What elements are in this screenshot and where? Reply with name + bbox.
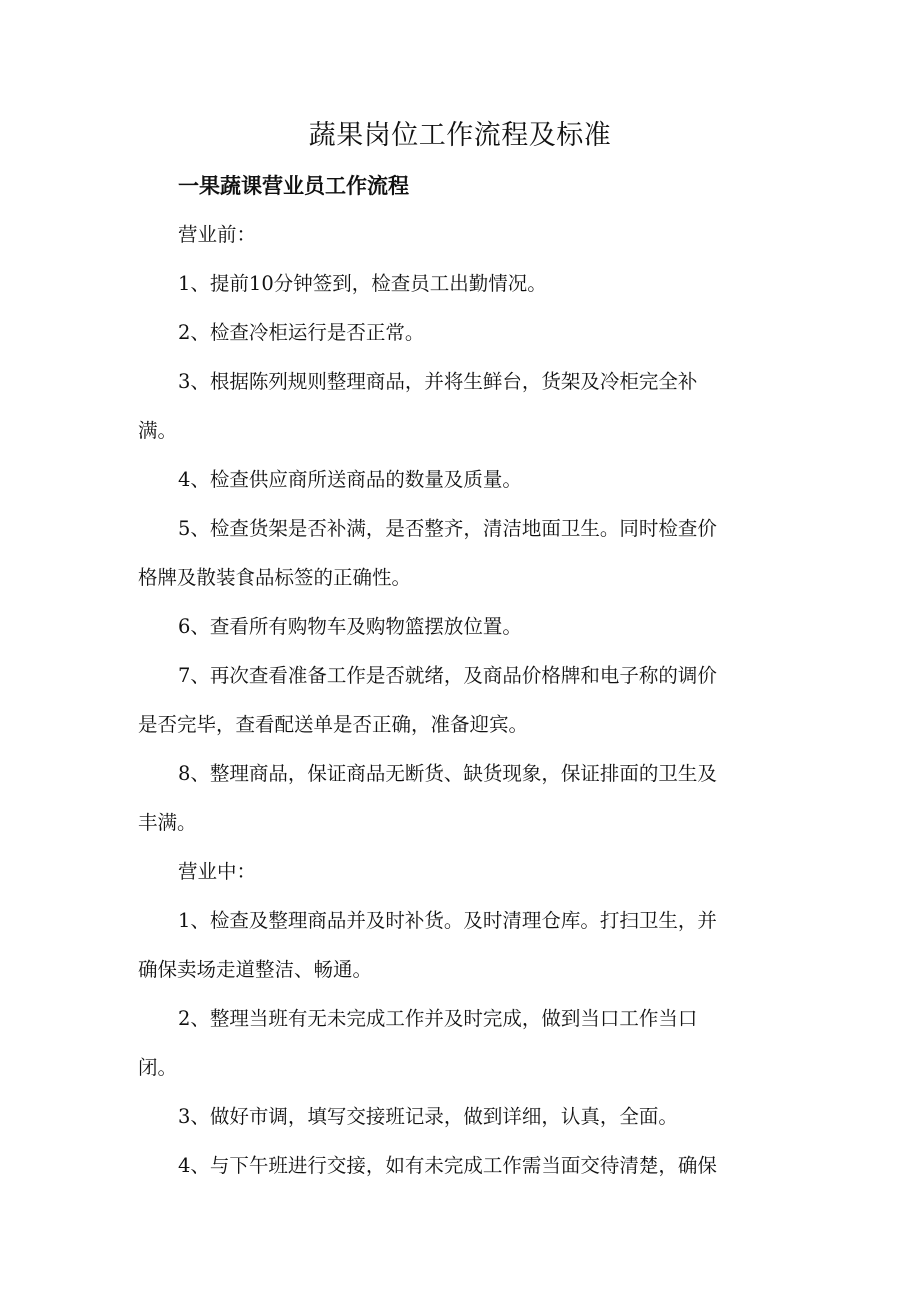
paragraph-line: 4、与下午班进行交接，如有未完成工作需当面交待清楚，确保 (178, 1154, 717, 1177)
paragraph-line: 5、检查货架是否补满，是否整齐，清洁地面卫生。同时检查价 (178, 517, 717, 540)
paragraph-line: 1、提前10分钟签到，检查员工出勤情况。 (178, 272, 547, 295)
paragraph-line: 6、查看所有购物车及购物篮摆放位置。 (178, 615, 522, 638)
paragraph-line: 2、整理当班有无未完成工作并及时完成，做到当口工作当口 (178, 1007, 698, 1030)
paragraph-line: 8、整理商品，保证商品无断货、缺货现象，保证排面的卫生及 (178, 762, 717, 785)
paragraph-line: 4、检查供应商所送商品的数量及质量。 (178, 468, 522, 491)
paragraph-line: 1、检查及整理商品并及时补货。及时清理仓库。打扫卫生，并 (178, 909, 717, 932)
paragraph-line: 2、检查冷柜运行是否正常。 (178, 321, 425, 344)
paragraph-line: 满。 (138, 419, 178, 442)
paragraph-line: 闭。 (138, 1056, 178, 1079)
document-body (138, 210, 778, 1190)
paragraph-line: 是否完毕，查看配送单是否正确，准备迎宾。 (138, 713, 529, 736)
subheading-before-business: 营业前： (178, 223, 257, 246)
paragraph-line: 3、根据陈列规则整理商品，并将生鲜台，货架及冷柜完全补 (178, 370, 698, 393)
section-heading: 一果蔬课营业员工作流程 (178, 174, 409, 198)
paragraph-line: 3、做好市调，填写交接班记录，做到详细，认真，全面。 (178, 1105, 678, 1128)
paragraph-line: 确保卖场走道整洁、畅通。 (138, 958, 373, 981)
paragraph-line: 格牌及散装食品标签的正确性。 (138, 566, 412, 589)
subheading-during-business: 营业中： (178, 860, 257, 883)
document-title: 蔬果岗位工作流程及标准 (308, 120, 612, 151)
paragraph-line: 丰满。 (138, 811, 197, 834)
paragraph-line: 7、再次查看准备工作是否就绪，及商品价格牌和电子称的调价 (178, 664, 717, 687)
